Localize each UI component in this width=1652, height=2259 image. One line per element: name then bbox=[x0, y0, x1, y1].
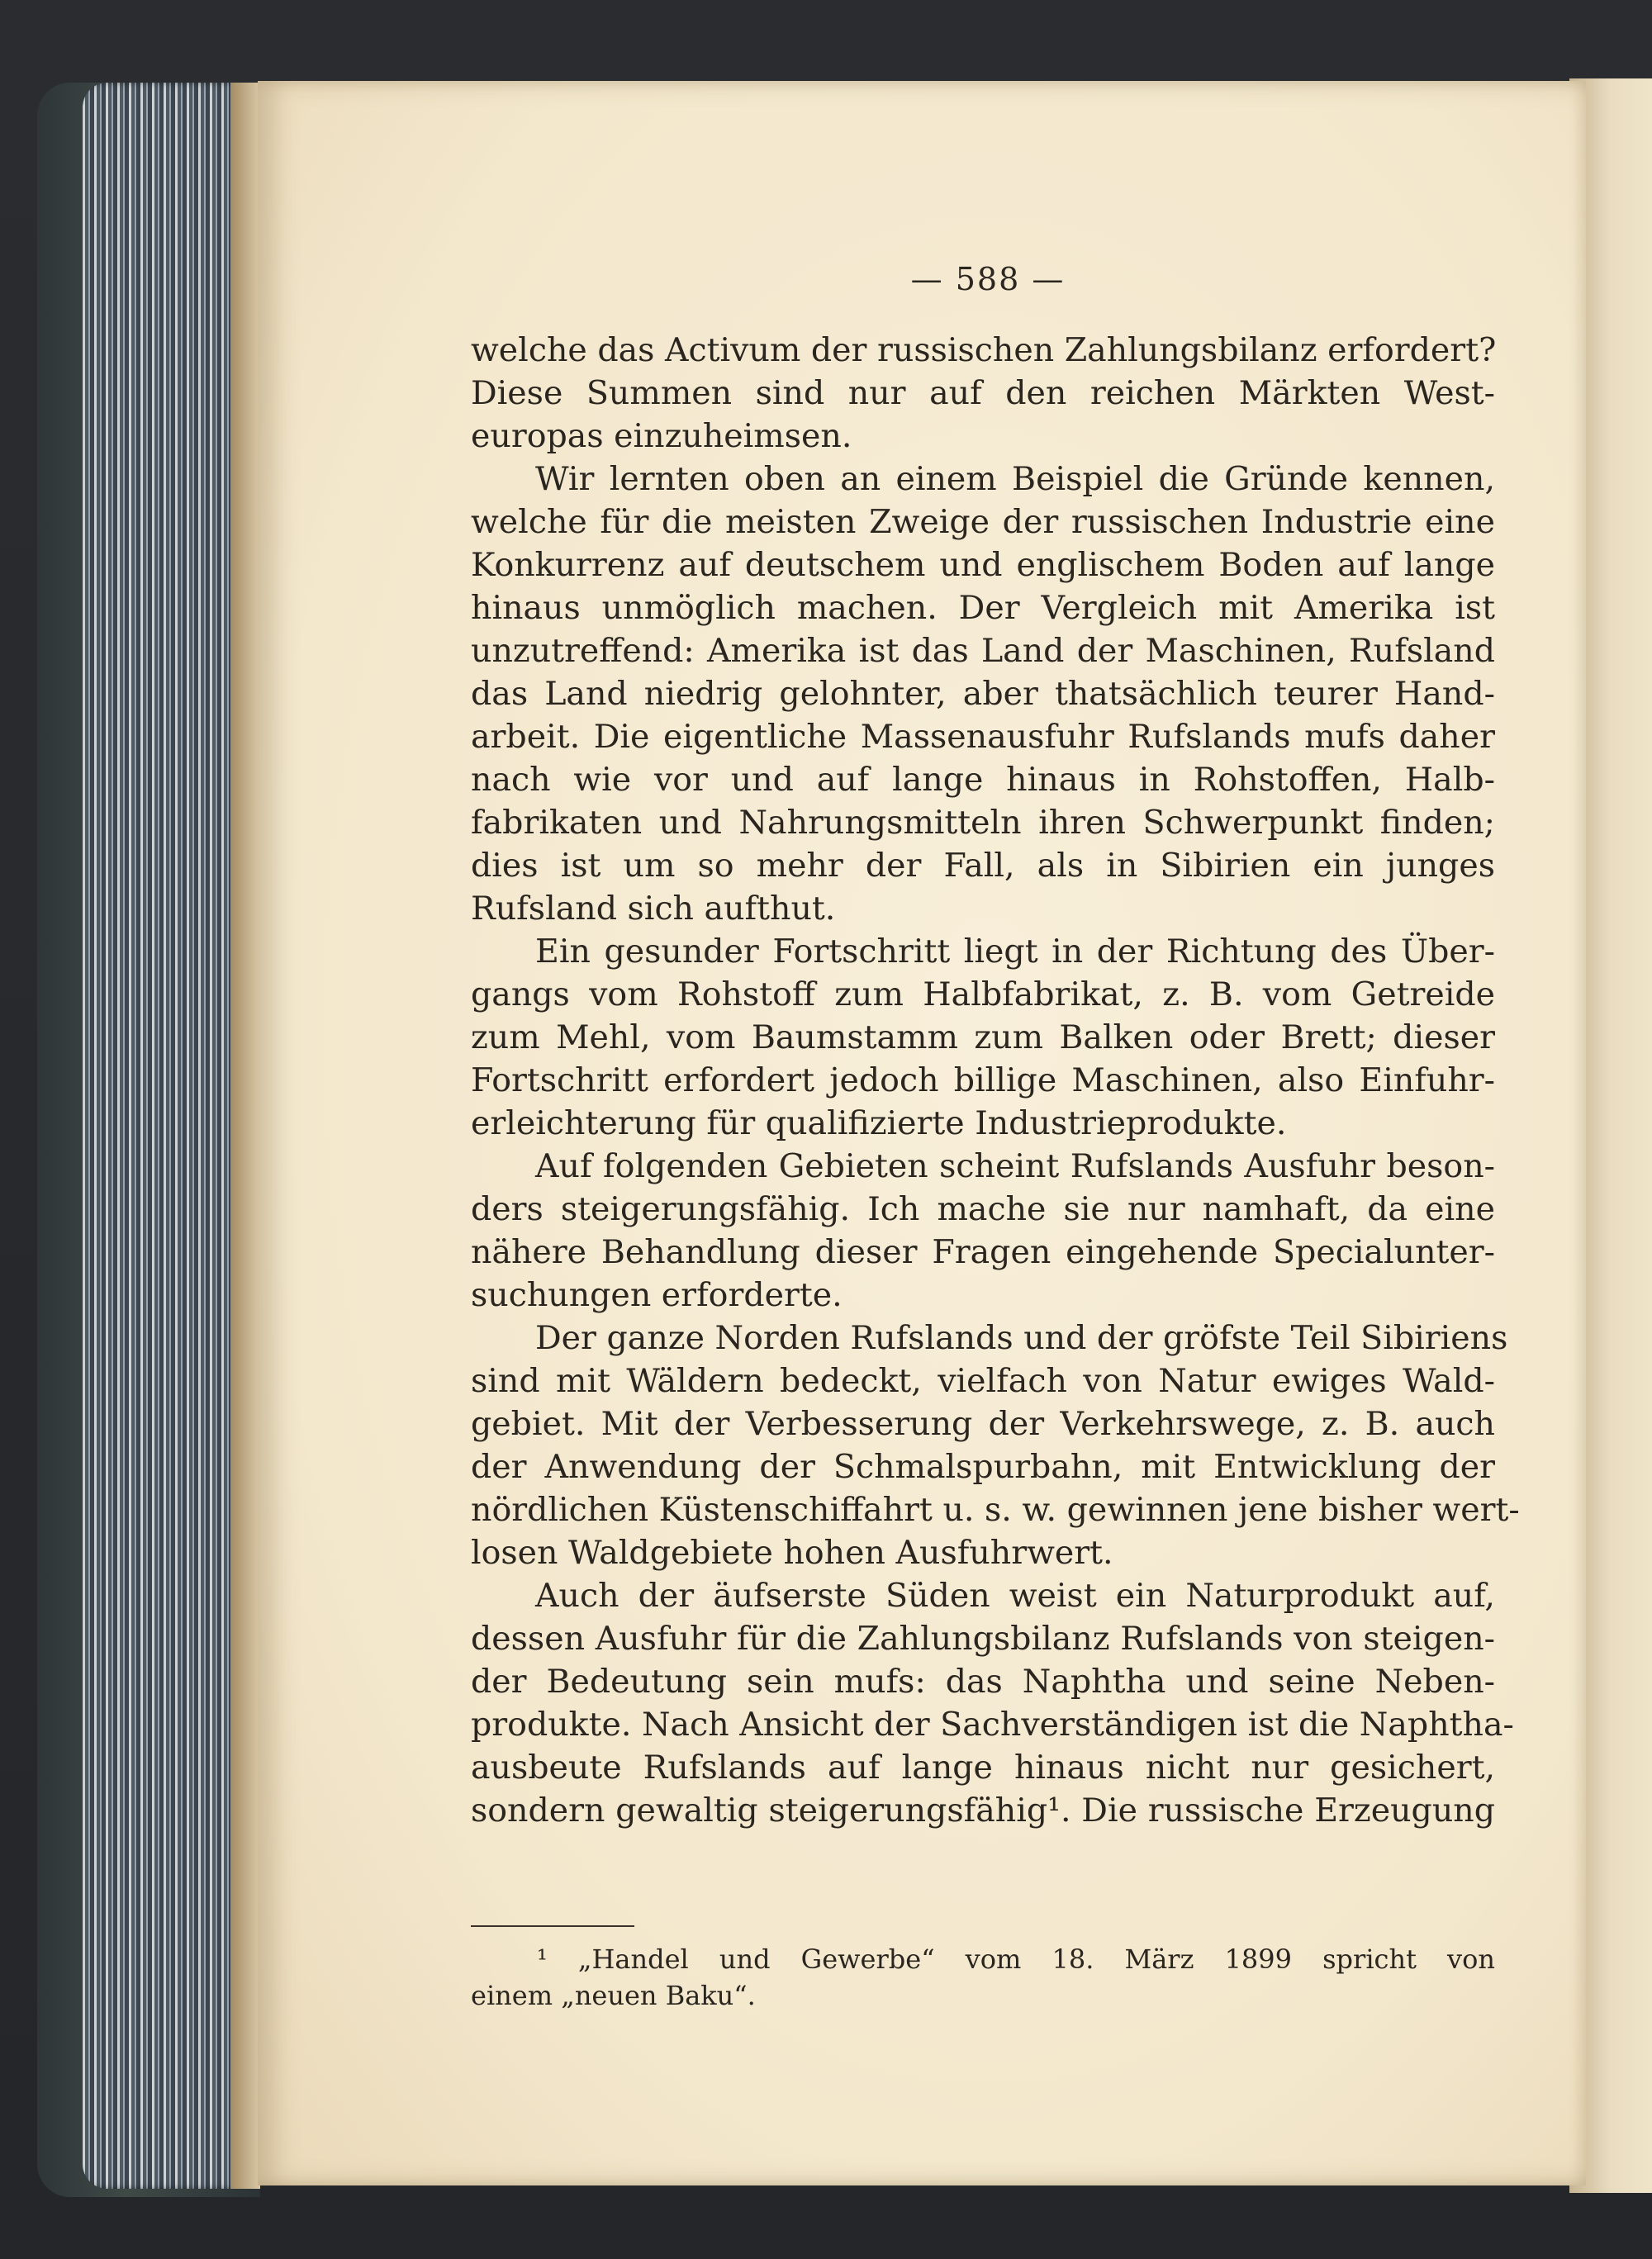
text-line: sondern gewaltig steigerungsfähig¹. Die russische Erzeugung bbox=[471, 1792, 1495, 1830]
text-line: losen Waldgebiete hohen Ausfuhrwert. bbox=[471, 1534, 1113, 1572]
text-line: das Land niedrig gelohnter, aber thatsächlich teurer Hand- bbox=[471, 675, 1495, 713]
text-line: nähere Behandlung dieser Fragen eingehende Specialunter- bbox=[471, 1233, 1495, 1271]
text-line: sind mit Wäldern bedeckt, vielfach von Natur ewiges Wald- bbox=[471, 1362, 1495, 1400]
text-line: unzutreffend: Amerika ist das Land der Maschinen, Rufsland bbox=[471, 632, 1495, 670]
text-line: Der ganze Norden Rufslands und der gröfste Teil Sibiriens bbox=[535, 1319, 1508, 1357]
footnote-rule bbox=[471, 1925, 634, 1927]
text-line: nördlichen Küstenschiffahrt u. s. w. gewinnen jene bisher wert- bbox=[471, 1491, 1520, 1529]
text-line: hinaus unmöglich machen. Der Vergleich mit Amerika ist bbox=[471, 589, 1495, 627]
text-line: Wir lernten oben an einem Beispiel die Gründe kennen, bbox=[535, 460, 1495, 498]
text-line: welche für die meisten Zweige der russischen Industrie eine bbox=[471, 503, 1495, 541]
text-line: nach wie vor und auf lange hinaus in Rohstoffen, Halb- bbox=[471, 761, 1495, 799]
text-line: Diese Summen sind nur auf den reichen Märkten West- bbox=[471, 374, 1495, 412]
text-line: zum Mehl, vom Baumstamm zum Balken oder Brett; dieser bbox=[471, 1018, 1495, 1056]
text-line: erleichterung für qualifizierte Industrieprodukte. bbox=[471, 1104, 1287, 1142]
text-line: der Bedeutung sein mufs: das Naphtha und seine Neben- bbox=[471, 1663, 1495, 1701]
text-line: der Anwendung der Schmalspurbahn, mit Entwicklung der bbox=[471, 1448, 1495, 1486]
text-line: Auch der äufserste Süden weist ein Naturprodukt auf, bbox=[535, 1577, 1495, 1615]
text-line: ders steigerungsfähig. Ich mache sie nur namhaft, da eine bbox=[471, 1190, 1495, 1228]
page-edges bbox=[83, 83, 260, 2189]
text-line: suchungen erforderte. bbox=[471, 1276, 843, 1314]
body-text bbox=[471, 329, 1520, 1832]
text-line: arbeit. Die eigentliche Massenausfuhr Rufslands mufs daher bbox=[471, 718, 1495, 756]
text-line: gangs vom Rohstoff zum Halbfabrikat, z. B. vom Getreide bbox=[471, 975, 1495, 1013]
text-line: dessen Ausfuhr für die Zahlungsbilanz Rufslands von steigen- bbox=[471, 1620, 1495, 1658]
text-line: Rufsland sich aufthut. bbox=[471, 890, 836, 928]
text-line: ausbeute Rufslands auf lange hinaus nicht nur gesichert, bbox=[471, 1749, 1495, 1787]
text-line: produkte. Nach Ansicht der Sachverständigen ist die Naphtha- bbox=[471, 1706, 1514, 1744]
footnote bbox=[471, 1941, 1495, 2014]
footnote-line-1: ¹ „Handel und Gewerbe“ vom 18. März 1899 spricht von bbox=[537, 1943, 1495, 1975]
text-line: gebiet. Mit der Verbesserung der Verkehrswege, z. B. auch bbox=[471, 1405, 1495, 1443]
text-line: Fortschritt erfordert jedoch billige Maschinen, also Einfuhr- bbox=[471, 1061, 1495, 1099]
page-sheet bbox=[258, 81, 1586, 2185]
text-line: Konkurrenz auf deutschem und englischem Boden auf lange bbox=[471, 546, 1495, 584]
text-line: fabrikaten und Nahrungsmitteln ihren Schwerpunkt finden; bbox=[471, 804, 1495, 842]
text-line: Ein gesunder Fortschritt liegt in der Richtung des Über- bbox=[535, 933, 1495, 971]
text-line: Auf folgenden Gebieten scheint Rufslands Ausfuhr beson- bbox=[535, 1147, 1495, 1185]
text-line: europas einzuheimsen. bbox=[471, 417, 852, 455]
page-number: — 588 — bbox=[910, 261, 1066, 297]
text-line: dies ist um so mehr der Fall, als in Sibirien ein junges bbox=[471, 847, 1495, 885]
text-line: welche das Activum der russischen Zahlungsbilanz erfordert? bbox=[471, 331, 1497, 369]
footnote-line-2: einem „neuen Baku“. bbox=[471, 1980, 756, 2011]
